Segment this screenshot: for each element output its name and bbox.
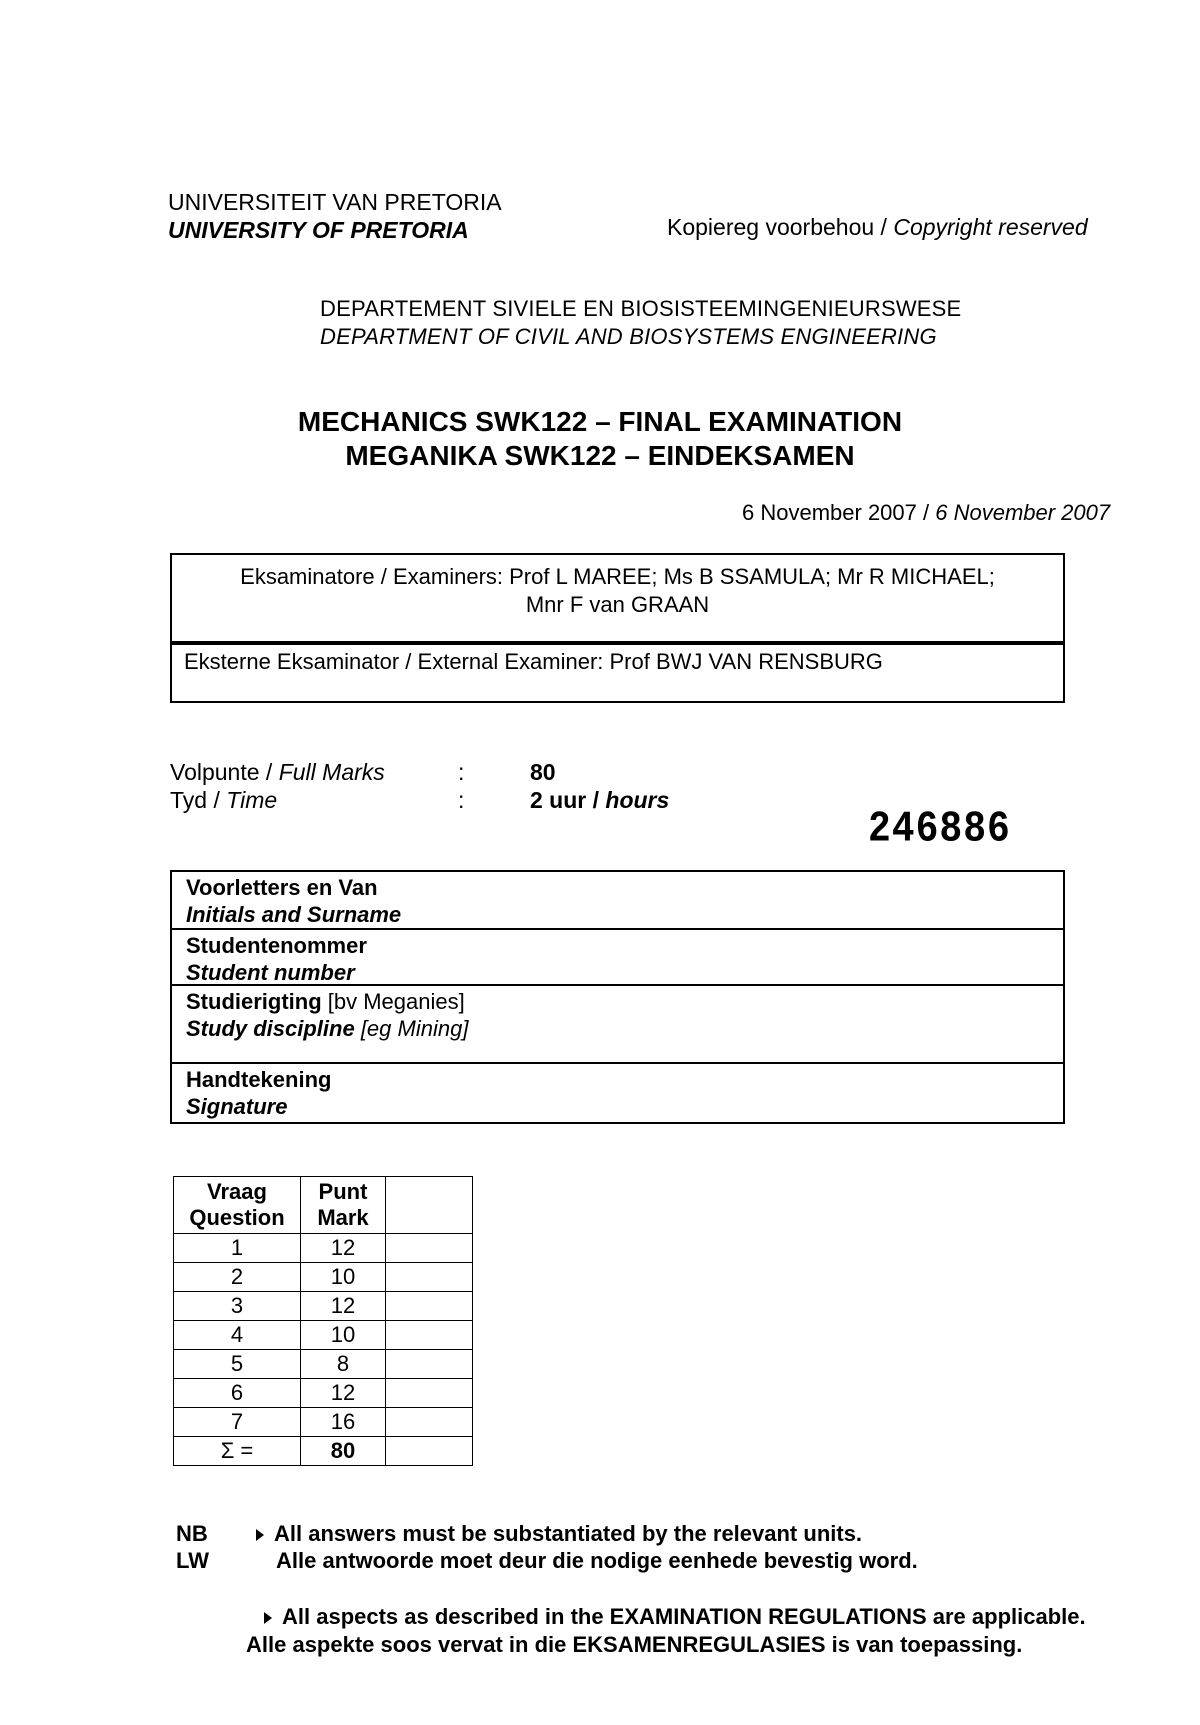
total-value: 80 — [301, 1437, 386, 1466]
copyright-af: Kopiereg voorbehou / — [667, 214, 894, 240]
score-cell[interactable] — [386, 1408, 473, 1437]
question-cell: 7 — [174, 1408, 301, 1437]
regulations-en-text: All aspects as described in the EXAMINATION REGULATIONS are applicable. — [282, 1604, 1086, 1629]
header-mark-en: Mark — [317, 1205, 369, 1230]
time-label-en: Time — [226, 787, 278, 813]
student-field-number-en: Student number — [186, 960, 355, 985]
exam-title-en: MECHANICS SWK122 – FINAL EXAMINATION — [297, 406, 903, 437]
question-cell: 1 — [174, 1234, 301, 1263]
copyright-notice — [667, 214, 1088, 241]
header-question — [174, 1177, 301, 1234]
full-marks-colon: : — [458, 759, 465, 785]
regulations-en — [246, 1603, 1086, 1631]
table-row — [174, 1263, 473, 1292]
examiners-line-2: Mnr F van GRAAN — [525, 592, 710, 617]
external-examiner: Eksterne Eksaminator / External Examiner: Prof BWJ VAN RENSBURG — [184, 649, 883, 674]
mark-cell: 12 — [301, 1234, 386, 1263]
full-marks-label-en: Full Marks — [278, 759, 385, 785]
student-field-name[interactable] — [172, 872, 1063, 930]
student-field-discipline[interactable] — [172, 986, 1063, 1064]
discipline-en-example: [eg Mining] — [354, 1016, 469, 1041]
table-row — [174, 1292, 473, 1321]
question-cell: 2 — [174, 1263, 301, 1292]
regulations-af: Alle aspekte soos vervat in die EKSAMENREGULASIES is van toepassing. — [246, 1632, 1023, 1657]
note-units-en-row — [176, 1520, 1156, 1547]
table-row — [174, 1321, 473, 1350]
discipline-af-example: [bv Meganies] — [321, 989, 465, 1014]
question-mark-table — [173, 1176, 473, 1466]
question-cell: 3 — [174, 1292, 301, 1321]
exam-date-af: 6 November 2007 / — [742, 500, 936, 525]
question-cell: 4 — [174, 1321, 301, 1350]
university-name — [168, 188, 502, 244]
bullet-arrow-icon — [264, 1612, 272, 1624]
header-question-en: Question — [189, 1205, 285, 1230]
score-cell[interactable] — [386, 1292, 473, 1321]
question-cell: 5 — [174, 1350, 301, 1379]
table-row — [174, 1408, 473, 1437]
exam-title-af: MEGANIKA SWK122 – EINDEKSAMEN — [345, 440, 855, 471]
discipline-af-label: Studierigting — [186, 989, 322, 1014]
mark-cell: 12 — [301, 1379, 386, 1408]
table-header-row — [174, 1177, 473, 1234]
exam-date-en: 6 November 2007 — [935, 500, 1111, 525]
total-label: Σ = — [174, 1437, 301, 1466]
mark-cell: 10 — [301, 1321, 386, 1350]
student-field-signature[interactable] — [172, 1064, 1063, 1122]
note-units-en-text: All answers must be substantiated by the relevant units. — [274, 1521, 863, 1546]
score-cell[interactable] — [386, 1263, 473, 1292]
regulations-note — [246, 1603, 1086, 1659]
student-field-number-af: Studentenommer — [186, 933, 367, 958]
mark-cell: 16 — [301, 1408, 386, 1437]
exam-date — [742, 500, 1110, 526]
bullet-arrow-icon — [256, 1529, 264, 1541]
question-cell: 6 — [174, 1379, 301, 1408]
university-name-en: UNIVERSITY OF PRETORIA — [168, 217, 469, 243]
note-units-en — [256, 1520, 862, 1547]
notes-block — [176, 1520, 1156, 1576]
department-name — [320, 295, 961, 351]
student-field-signature-en: Signature — [186, 1094, 288, 1119]
full-marks-value: 80 — [530, 759, 556, 785]
header-mark-af: Punt — [318, 1179, 368, 1204]
note-nb: NB — [176, 1521, 208, 1546]
student-field-discipline-en — [186, 1015, 1063, 1042]
score-cell[interactable] — [386, 1350, 473, 1379]
mark-cell: 10 — [301, 1263, 386, 1292]
student-info-box — [170, 870, 1065, 1124]
examiners-line-1: Eksaminatore / Examiners: Prof L MAREE; Ms B SSAMULA; Mr R MICHAEL; — [240, 564, 995, 589]
student-field-signature-af: Handtekening — [186, 1067, 332, 1092]
exam-title — [0, 405, 1200, 473]
department-name-af: DEPARTEMENT SIVIELE EN BIOSISTEEMINGENIEURSWESE — [320, 296, 962, 321]
copyright-en: Copyright reserved — [893, 214, 1088, 240]
full-marks-row — [170, 758, 770, 786]
student-number-stamp: 246886 — [868, 804, 1011, 855]
note-units-af-row — [176, 1547, 1156, 1574]
note-units-af: Alle antwoorde moet deur die nodige eenhede bevestig word. — [276, 1548, 918, 1573]
table-row — [174, 1379, 473, 1408]
header-question-af: Vraag — [207, 1179, 267, 1204]
time-value-en: hours — [605, 787, 670, 813]
time-label — [170, 786, 277, 814]
time-colon: : — [458, 787, 465, 813]
time-label-af: Tyd / — [170, 787, 227, 813]
mark-cell: 8 — [301, 1350, 386, 1379]
header-score — [386, 1177, 473, 1234]
table-total-row — [174, 1437, 473, 1466]
university-name-af: UNIVERSITEIT VAN PRETORIA — [168, 189, 502, 215]
score-cell[interactable] — [386, 1379, 473, 1408]
full-marks-label — [170, 758, 385, 786]
table-row — [174, 1234, 473, 1263]
external-examiner-box — [170, 643, 1065, 703]
time-value — [530, 786, 669, 814]
time-row — [170, 786, 770, 814]
full-marks-label-af: Volpunte / — [170, 759, 279, 785]
mark-cell: 12 — [301, 1292, 386, 1321]
note-lw: LW — [176, 1548, 209, 1573]
student-field-name-af: Voorletters en Van — [186, 875, 378, 900]
student-field-discipline-af — [186, 988, 1063, 1015]
table-row — [174, 1350, 473, 1379]
score-cell[interactable] — [386, 1321, 473, 1350]
student-field-name-en: Initials and Surname — [186, 902, 402, 927]
discipline-en-label: Study discipline — [186, 1016, 355, 1041]
score-cell[interactable] — [386, 1234, 473, 1263]
header-mark — [301, 1177, 386, 1234]
student-field-number[interactable] — [172, 930, 1063, 986]
department-name-en: DEPARTMENT OF CIVIL AND BIOSYSTEMS ENGINEERING — [320, 324, 937, 349]
examiners-box — [170, 553, 1065, 643]
total-score-cell[interactable] — [386, 1437, 473, 1466]
time-value-af: 2 uur / — [530, 787, 606, 813]
